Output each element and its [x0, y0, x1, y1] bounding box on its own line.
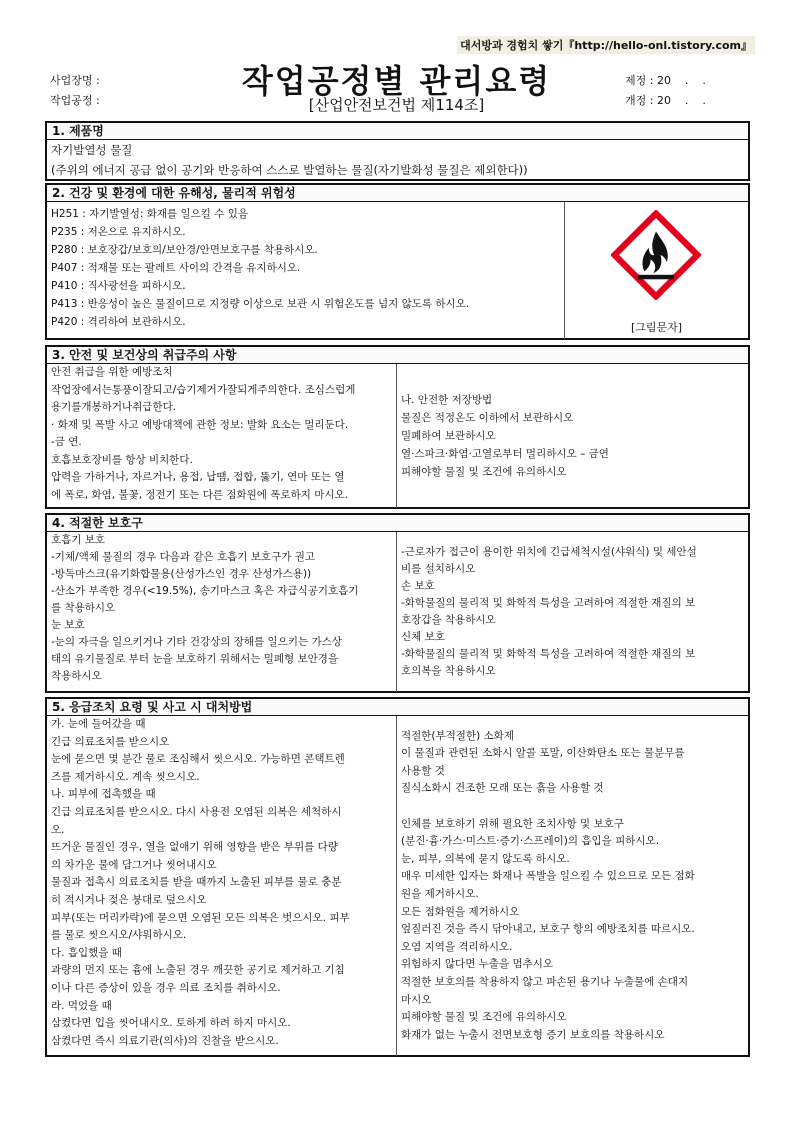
- hazard-line: H251 : 자기발열성: 화재를 일으킬 수 있음: [51, 208, 249, 220]
- text-line: 원을 제거하시오.: [401, 888, 479, 900]
- text-line: 삼켰다면 입을 씻어내시오. 토하게 하려 하지 마시오.: [51, 1017, 291, 1030]
- pictogram-cell: [564, 202, 748, 339]
- text-line: 호의복을 착용하시오: [401, 665, 496, 677]
- section-heading: 3. 안전 및 보건상의 취급주의 사항: [47, 347, 748, 364]
- text-line: 압력을 가하거나, 자르거나, 용접, 납땜, 접합, 뚫기, 연마 또는 열: [51, 471, 345, 483]
- text-line: 이 물질과 관련된 소화시 알콜 포말, 이산화탄소 또는 물분무를: [401, 747, 685, 760]
- text-line: (주위의 에너지 공급 없이 공기와 반응하여 스스로 발열하는 물질(자기발화성 물질은 제외한다)): [51, 163, 528, 177]
- hazard-line: P413 : 반응성이 높은 물질이므로 지정량 이상으로 보관 시 위험온도를 넘지 않도록 하시오.: [51, 298, 470, 310]
- text-line: 태의 유기물질로 부터 눈을 보호하기 위해서는 밀폐형 보안경을: [51, 653, 339, 665]
- text-line: -눈의 자극을 일으키거나 기타 건강상의 장해를 일으키는 가스상: [51, 636, 342, 648]
- text-line: -기체/액체 물질의 경우 다음과 같은 호흡기 보호구가 권고: [51, 551, 315, 563]
- text-line: 눈 보호: [51, 619, 85, 631]
- text-line: 적절한 보호의를 착용하지 않고 파손된 용기나 누출물에 손대지: [401, 975, 689, 988]
- text-line: 과량의 먼지 또는 흄에 노출된 경우 깨끗한 공기로 제거하고 기침: [51, 964, 345, 977]
- text-line: 를 물로 씻으시오/샤워하시오.: [51, 929, 187, 942]
- blank-line: [401, 798, 744, 816]
- text-line: 물질과 접촉시 의료조치를 받을 때까지 노출된 피부를 물로 충분: [51, 876, 342, 889]
- text-line: (분진·흄·가스·미스트·증기·스프레이)의 흡입을 피하시오.: [401, 835, 660, 848]
- text-line: 뜨거운 물질인 경우, 열을 없애기 위해 영향을 받은 부위를 다량: [51, 841, 338, 854]
- text-line: -화학물질의 물리적 및 화학적 특성을 고려하여 적절한 재질의 보: [401, 648, 696, 660]
- flame-pictogram-icon: [611, 210, 701, 300]
- page-subtitle: [산업안전보건법 제114조]: [308, 96, 485, 114]
- text-line: 호장갑을 착용하시오: [401, 614, 496, 626]
- pictogram-caption: [그림문자]: [630, 321, 683, 334]
- section-body: [47, 532, 748, 692]
- text-line: 매우 미세한 입자는 화재나 폭발을 일으킬 수 있으므로 모든 점화: [401, 870, 695, 883]
- text-line: 착용하시오: [51, 670, 102, 682]
- fire-spill-column: [397, 716, 748, 1056]
- text-line: 위험하지 않다면 누출을 멈추시오: [401, 958, 554, 971]
- page-title: 작업공정별 관리요령: [241, 62, 552, 100]
- text-line: 화재가 없는 누출시 전면보호형 증기 보호의를 착용하시오: [401, 1028, 665, 1041]
- section-heading: 4. 적절한 보호구: [47, 515, 748, 532]
- text-line: 용기를개봉하거나취급한다.: [51, 401, 177, 413]
- text-line: 물질은 적정온도 이하에서 보관하시오: [401, 412, 574, 424]
- section-heading: 1. 제품명: [47, 123, 748, 140]
- text-line: 히 적시거나 젖은 붕대로 덮으시오: [51, 893, 207, 906]
- text-line: 에 폭로, 화염, 불꽃, 정전기 또는 다른 점화원에 폭로하지 마시오.: [51, 488, 348, 501]
- text-line: 긴급 의료조치를 받으시오. 다시 사용전 오염된 의복은 세척하시: [51, 805, 342, 818]
- text-line: 나. 피부에 접촉했을 때: [51, 788, 156, 801]
- section-body: [47, 202, 748, 339]
- text-line: 신체 보호: [401, 631, 445, 643]
- text-line: 안전 취급을 위한 예방조치: [51, 366, 173, 378]
- text-line: 피부(또는 머리카락)에 묻으면 오염된 모든 의복은 벗으시오. 피부: [51, 911, 350, 924]
- hazard-line: P410 : 직사광선을 피하시오.: [51, 280, 186, 292]
- hazard-line: P235 : 저온으로 유지하시오.: [51, 226, 186, 238]
- section-body: [47, 364, 748, 508]
- text-line: 자기발열성 물질: [51, 143, 133, 157]
- hand-body-column: [397, 532, 748, 692]
- text-line: -산소가 부족한 경우(<19.5%), 송기마스크 혹은 자급식공기호흡기: [51, 585, 359, 597]
- text-line: 마시오: [401, 993, 432, 1006]
- text-line: 라. 먹었을 때: [51, 999, 112, 1012]
- text-line: 밀폐하여 보관하시오: [401, 430, 496, 442]
- section-handling-storage: [45, 345, 750, 509]
- text-line: 눈에 묻으면 몇 분간 물로 조심해서 씻으시오. 가능하면 콘택트렌: [51, 753, 345, 766]
- text-line: 엎질러진 것을 즉시 닦아내고, 보호구 항의 예방조치를 따르시오.: [401, 923, 695, 936]
- hazard-statements: [47, 202, 565, 331]
- section-protective-equipment: [45, 513, 750, 693]
- text-line: 피해야할 물질 및 조건에 유의하시오: [401, 1011, 567, 1024]
- section-heading: 5. 응급조치 요령 및 사고 시 대처방법: [47, 699, 748, 716]
- text-line: 비를 설치하시오: [401, 563, 476, 575]
- hazard-line: P280 : 보호장갑/보호의/보안경/안면보호구를 착용하시오.: [51, 244, 318, 256]
- text-line: 질식소화시 건조한 모래 또는 흙을 사용할 것: [401, 782, 604, 795]
- first-aid-column: [47, 716, 397, 1056]
- text-line: 오염 지역을 격리하시오.: [401, 940, 513, 953]
- text-line: 눈, 피부, 의복에 묻지 않도록 하시오.: [401, 852, 570, 865]
- section-body: [47, 716, 748, 1056]
- text-line: 의 차가운 물에 담그거나 씻어내시오: [51, 858, 217, 871]
- text-line: 손 보호: [401, 580, 435, 592]
- text-line: 나. 안전한 저장방법: [401, 394, 493, 406]
- handling-column: [47, 364, 397, 508]
- text-line: 적절한(부적절한) 소화제: [401, 729, 514, 742]
- header-tagline: 대서방과 경험치 쌓기『http://hello-onl.tistory.com』: [457, 36, 755, 54]
- text-line: 삼켰다면 즉시 의료기관(의사)의 진찰을 받으시오.: [51, 1034, 279, 1047]
- text-line: 가. 눈에 들어갔을 때: [51, 718, 146, 730]
- text-line: 긴급 의료조치를 받으시오: [51, 735, 170, 748]
- text-line: 이나 다른 증상이 있을 경우 의료 조치를 취하시오.: [51, 981, 281, 994]
- text-line: 즈를 제거하시오. 계속 씻으시오.: [51, 770, 200, 783]
- text-line: 모든 점화원을 제거하시오: [401, 905, 520, 918]
- text-line: -화학물질의 물리적 및 화학적 특성을 고려하여 적절한 재질의 보: [401, 597, 696, 609]
- text-line: -금 연.: [51, 436, 82, 448]
- text-line: · 화재 및 폭발 사고 예방대책에 관한 정보: 발화 요소는 멀리둔다.: [51, 418, 349, 431]
- text-line: 사용할 것: [401, 764, 445, 777]
- text-line: 오.: [51, 823, 65, 836]
- text-line: 인체를 보호하기 위해 필요한 조치사항 및 보호구: [401, 817, 624, 830]
- section-first-aid: [45, 697, 750, 1057]
- text-line: -근로자가 접근이 용이한 위치에 긴급세척시설(샤워식) 및 세안설: [401, 546, 697, 558]
- text-line: 다. 흡입했을 때: [51, 946, 122, 959]
- text-line: 호흡보호장비를 항상 비치한다.: [51, 453, 193, 466]
- enacted-date: 제정 : 20 . .: [625, 74, 706, 87]
- hazard-line: P420 : 격리하여 보관하시오.: [51, 316, 186, 328]
- text-line: 를 착용하시오: [51, 602, 116, 614]
- revised-date: 개정 : 20 . .: [625, 94, 706, 107]
- text-line: 호흡기 보호: [51, 534, 106, 546]
- section-product-name: [45, 121, 750, 181]
- hazard-line: P407 : 적재물 또는 팔레트 사이의 간격을 유지하시오.: [51, 262, 301, 274]
- workplace-label: 사업장명 :: [50, 74, 100, 87]
- text-line: 작업장에서는통풍이잘되고/습기제거가잘되게주의한다. 조심스럽게: [51, 383, 356, 396]
- section-body: [47, 140, 748, 180]
- section-heading: 2. 건강 및 환경에 대한 유해성, 물리적 위험성: [47, 185, 748, 202]
- section-hazards: [45, 183, 750, 340]
- process-label: 작업공정 :: [50, 94, 100, 107]
- text-line: -방독마스크(유기화합물용(산성가스인 경우 산성가스용)): [51, 568, 312, 580]
- text-line: 피해야할 물질 및 조건에 유의하시오: [401, 466, 567, 478]
- respiratory-eye-column: [47, 532, 397, 692]
- storage-column: [397, 364, 748, 508]
- text-line: 열·스파크·화염·고열로부터 멀리하시오 – 금연: [401, 448, 609, 460]
